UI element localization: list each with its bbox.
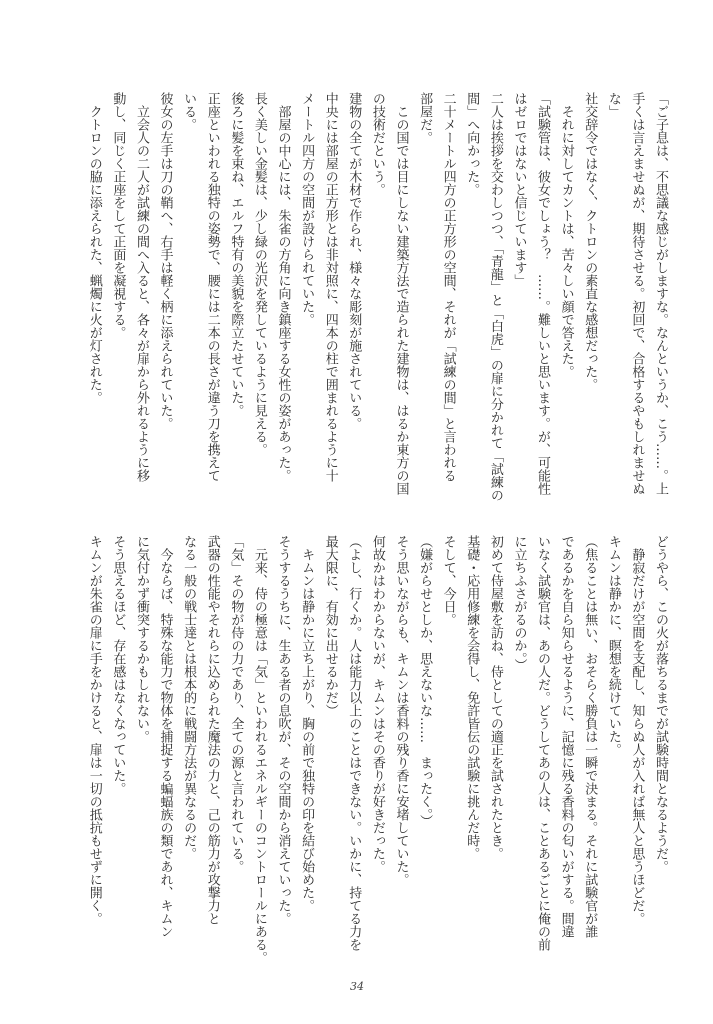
- text-column: 中央には部屋の正方形とは非対照に、四本の柱で囲まれるように十: [322, 92, 338, 482]
- text-column: 「気」その物が侍の力であり、全ての源と言われている。: [228, 535, 244, 873]
- text-column: 社交辞令ではなく、クトロンの素直な感想だった。: [582, 92, 598, 391]
- text-column: 基礎・応用修練を会得し、免許皆伝の試験に挑んだ時。: [464, 535, 480, 860]
- text-column: メートル四方の空間が設けられていた。: [299, 92, 315, 326]
- text-column: 動し、同じく正座をして正面を凝視する。: [110, 92, 126, 339]
- text-column: に気付かず衝突するかもしれない。: [133, 535, 149, 743]
- text-column: 手くは言えませぬが、期待させる。初回で、合格するやもしれませぬ: [629, 92, 645, 495]
- text-column: 部屋だ。: [417, 92, 433, 144]
- text-column: 今ならば、特殊な能力で物体を捕捉する蝙蝠族の類であれ、キムン: [157, 535, 173, 938]
- text-column: であるかを自ら知らせるように、記憶に残る香料の匂いがする。間違: [558, 535, 574, 938]
- text-column: 「試験管は、彼女でしょう？ ……。難しいと思います。が、可能性: [535, 92, 551, 495]
- text-column: いる。: [181, 92, 197, 131]
- text-column: 立会人の二人が試練の間へ入ると、各々が扉から外れるように移: [133, 92, 149, 482]
- text-column: キムンは静かに、瞑想を続けていた。: [605, 535, 621, 756]
- text-column: （よし、行くか。人は能力以上のことはできない。いかに、持てる力を: [346, 535, 362, 951]
- text-column: それに対してカントは、苦々しい顔で答えた。: [558, 92, 574, 378]
- text-column: 二十メートル四方の正方形の空間、それが「試練の間」と言われる: [440, 92, 456, 482]
- text-column: 部屋の中心には、朱雀の方角に向き鎮座する女性の姿があった。: [275, 92, 291, 482]
- text-column: 「ご子息は、不思議な感じがしますな。なんというか、こう……。上: [653, 92, 668, 495]
- text-column: キムンが朱雀の扉に手をかけると、扉は一切の抵抗もせずに開く。: [86, 535, 102, 925]
- text-column: そして、今日。: [440, 535, 456, 626]
- text-column: （嫌がらせとしか、思えないな…… まったく。）: [417, 535, 433, 828]
- text-column: はゼロではないと信じています」: [511, 92, 527, 287]
- text-column: どうやら、この火が落ちるまでが試験時間となるようだ。: [653, 535, 668, 873]
- text-column: 静寂だけが空間を支配し、知らぬ人が入れば無人と思うほどだ。: [629, 535, 645, 925]
- text-column: 何故かはわからないが、キムンはその香りが好きだった。: [369, 535, 385, 873]
- text-column: 建物の全てが木材で作られ、様々な彫刻が施されている。: [346, 92, 362, 430]
- lower-text-block: [82, 535, 672, 970]
- text-column: 後ろに髪を束ね、エルフ特有の美貌を際立たせていた。: [228, 92, 244, 417]
- text-column: なる一般の戦士達とは根本的に戦闘方法が異なるのだ。: [181, 535, 197, 860]
- text-column: 武器の性能やそれらに込められた魔法の力と、己の筋力が攻撃力と: [204, 535, 220, 925]
- text-column: （焦ることは無い、おそらく勝負は一瞬で決まる。それに試験官が誰: [582, 535, 598, 938]
- text-column: な」: [605, 92, 621, 118]
- text-column: 長く美しい金髪は、少し緑の光沢を発しているように見える。: [251, 92, 267, 456]
- text-column: 正座といわれる独特の姿勢で、腰には二本の長さが違う刀を携えて: [204, 92, 220, 482]
- upper-text-block: [82, 92, 672, 512]
- text-column: 最大限に、有効に出せるかだ）: [322, 535, 338, 717]
- text-column: クトロンの脇に添えられた、蝋燭に火が灯された。: [86, 92, 102, 404]
- text-column: に立ちふさがるのか。）: [511, 535, 527, 672]
- page-number: 34: [350, 980, 364, 993]
- text-column: 二人は挨拶を交わしつつ、「青龍」と「白虎」の扉に分かれて「試練の: [487, 92, 503, 502]
- text-column: そう思いながらも、キムンは香料の残り香に安堵していた。: [393, 535, 409, 886]
- text-column: いなく試験官は、あの人だ。どうしてあの人は、ことあるごとに俺の前: [535, 535, 551, 951]
- text-column: 元来、侍の極意は「気」といわれるエネルギーのコントロールにある。: [251, 535, 267, 964]
- text-column: そう思えるほど、存在感はなくなっていた。: [110, 535, 126, 795]
- text-column: キムンは静かに立ち上がり、胸の前で独特の印を結び始めた。: [299, 535, 315, 912]
- text-column: 初めて侍屋敷を訪ね、侍としての適正を試されたとき。: [487, 535, 503, 860]
- text-column: 彼女の左手は刀の鞘へ、右手は軽く柄に添えられていた。: [157, 92, 173, 430]
- text-column: この国では目にしない建築方法で造られた建物は、はるか東方の国: [393, 92, 409, 495]
- text-column: 間」へ向かった。: [464, 92, 480, 196]
- text-column: の技術だという。: [369, 92, 385, 196]
- text-column: そうするうちに、生ある者の息吹が、その空間から消えていった。: [275, 535, 291, 925]
